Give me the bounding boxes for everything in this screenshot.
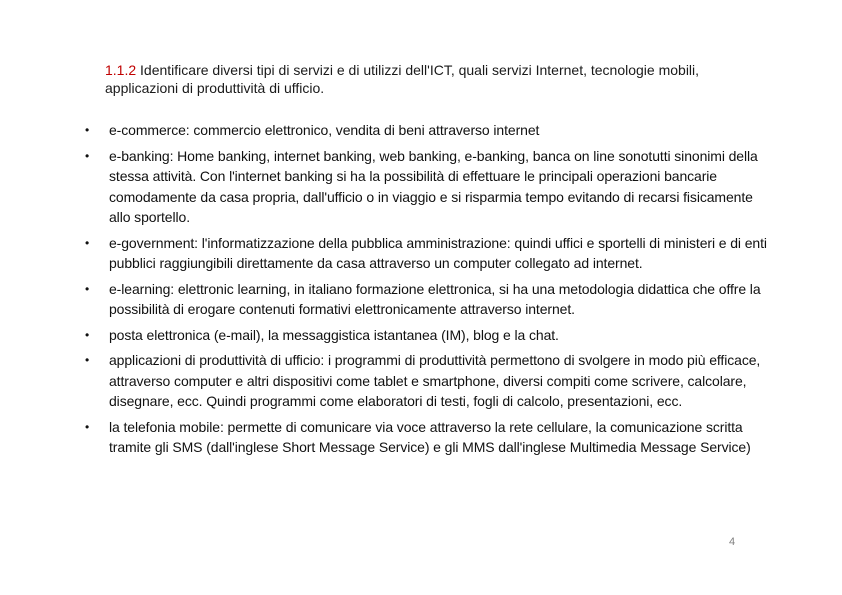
list-item xyxy=(0,350,842,412)
list-item xyxy=(0,325,842,346)
list-item-text: e-learning: elettronic learning, in italiano formazione elettronica, si ha una metodologia didattica che offre la possibilità di erogare contenuti formativi elettronicamente attraverso internet. xyxy=(109,280,761,317)
bullet-list xyxy=(0,120,842,463)
list-item-text: posta elettronica (e-mail), la messaggistica istantanea (IM), blog e la chat. xyxy=(109,326,559,343)
bullet-icon: • xyxy=(85,148,90,163)
list-item xyxy=(0,279,842,320)
bullet-icon: • xyxy=(85,235,90,250)
section-number: 1.1.2 xyxy=(105,62,137,78)
list-item xyxy=(0,146,842,228)
list-item-text: la telefonia mobile: permette di comunicare via voce attraverso la rete cellulare, la comunicazione scritta tramite gli SMS (dall'inglese Short Message Service) e gli MMS dall'inglese Multimedia Message Service) xyxy=(109,418,751,455)
list-item xyxy=(0,120,842,141)
bullet-icon: • xyxy=(85,123,90,137)
section-title: Identificare diversi tipi di servizi e di utilizzi dell'ICT, quali servizi Internet, tecnologie mobili, applicazioni di produttività di ufficio. xyxy=(105,62,700,96)
bullet-icon: • xyxy=(85,353,90,367)
list-item-text: e-commerce: commercio elettronico, vendita di beni attraverso internet xyxy=(109,122,540,138)
page-number: 4 xyxy=(729,536,736,548)
list-item xyxy=(0,233,842,274)
bullet-icon: • xyxy=(85,281,90,296)
list-item-text: applicazioni di produttività di ufficio: i programmi di produttività permettono di svolgere in modo più efficace, attraverso computer e altri dispositivi come tablet e smartphone, diversi compiti come scrivere, calcolare, disegnare, ecc. Quindi programmi come elaboratori di testi, fogli di calcolo, presentazioni, ecc. xyxy=(109,352,761,409)
list-item-text: e-government: l'informatizzazione della pubblica amministrazione: quindi uffici e sportelli di ministeri e di enti pubblici raggiungibili direttamente da casa attraverso un computer collegato ad internet. xyxy=(109,234,767,271)
bullet-icon: • xyxy=(85,327,90,342)
list-item-text: e-banking: Home banking, internet banking, web banking, e-banking, banca on line sonotutti sinonimi della stessa attività. Con l'internet banking si ha la possibilità di effettuare le principali operazioni bancarie comodamente da casa propria, dall'ufficio o in viaggio e si risparmia tempo evitando di recarsi fisicamente allo sportello. xyxy=(109,147,758,225)
bullet-icon: • xyxy=(85,419,90,434)
section-heading xyxy=(105,61,755,97)
list-item xyxy=(0,417,842,458)
